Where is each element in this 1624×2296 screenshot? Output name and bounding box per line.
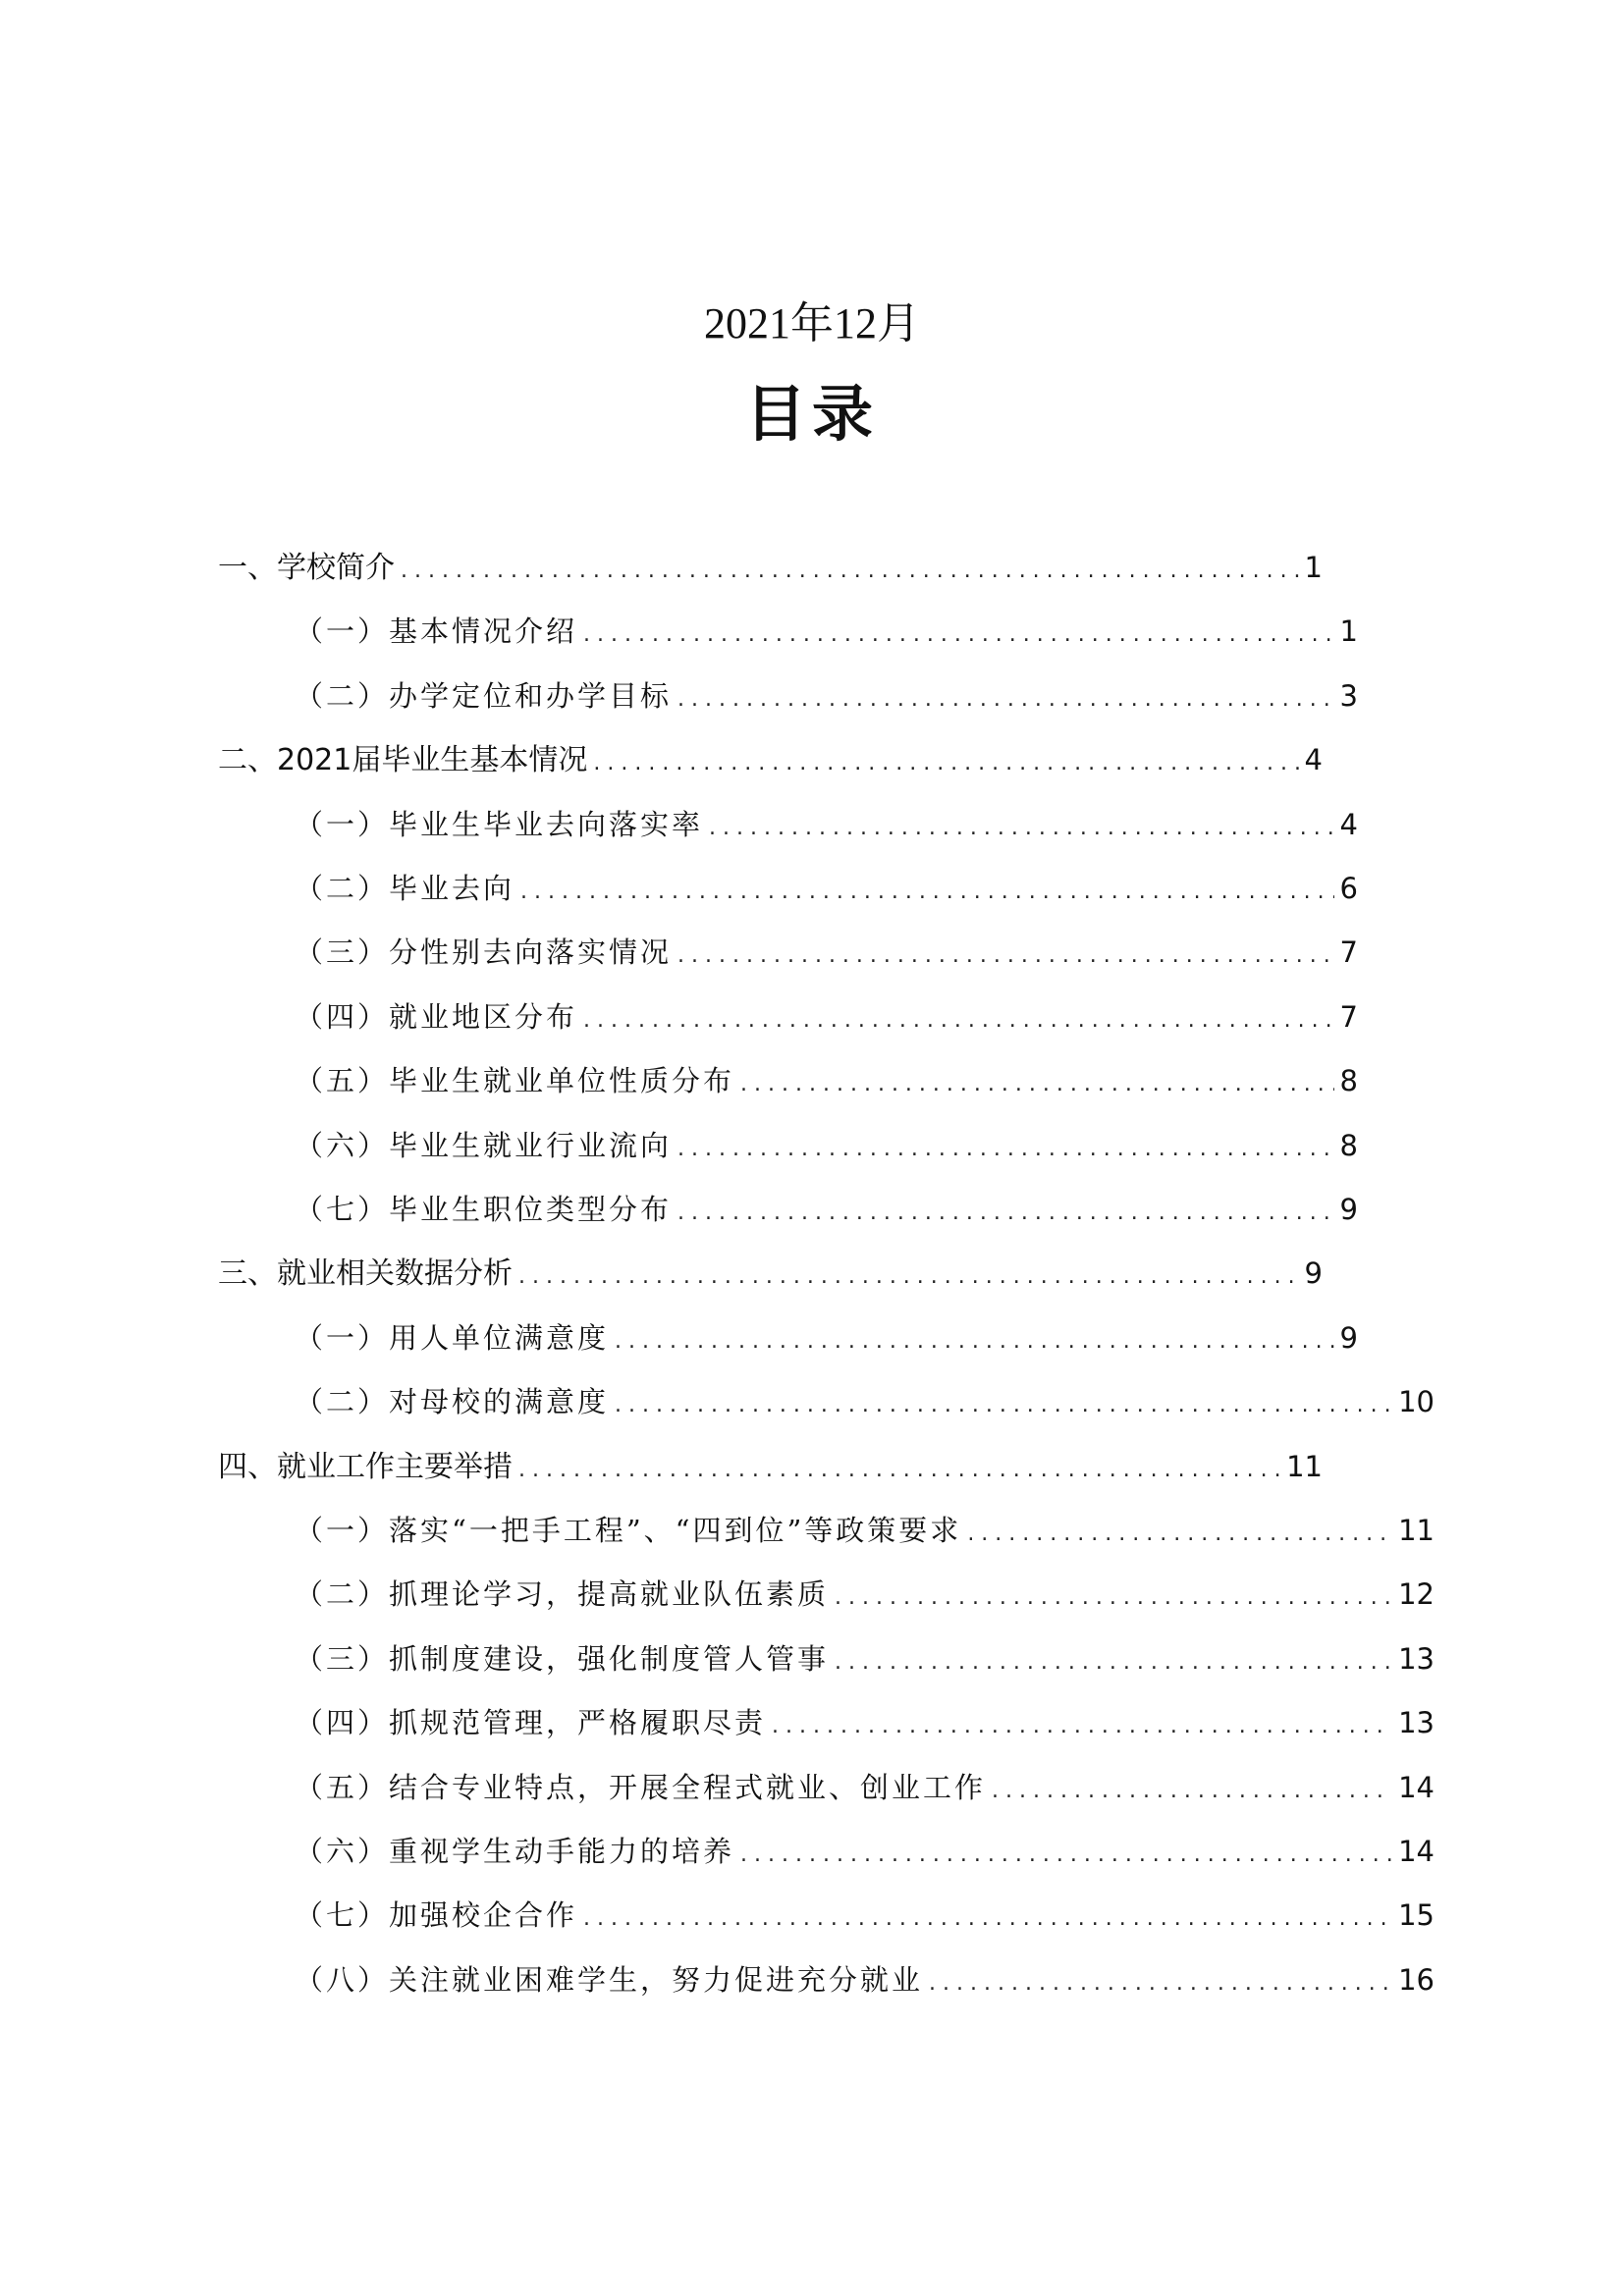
toc-entry-title: （二）抓理论学习，提高就业队伍素质 — [295, 1577, 830, 1612]
toc-page-number: 11 — [1286, 1449, 1323, 1483]
toc-entry-title: （二）办学定位和办学目标 — [295, 678, 673, 713]
toc-page-number: 10 — [1398, 1385, 1435, 1419]
toc-subsection-entry[interactable] — [295, 1636, 1435, 1682]
toc-dot-leader — [677, 934, 1334, 979]
toc-entry-title: （一）毕业生毕业去向落实率 — [295, 807, 704, 841]
toc-page-number: 8 — [1339, 1128, 1358, 1162]
toc-dot-leader — [401, 549, 1299, 594]
toc-page-number: 13 — [1398, 1706, 1435, 1740]
toc-page-number: 7 — [1339, 999, 1358, 1034]
toc-dot-leader — [677, 1127, 1334, 1172]
toc-subsection-entry[interactable] — [295, 1829, 1435, 1874]
toc-subsection-entry[interactable] — [295, 1572, 1435, 1617]
toc-subsection-entry[interactable] — [295, 1765, 1435, 1810]
toc-dot-leader — [677, 1191, 1334, 1236]
toc-entry-title: （六）重视学生动手能力的培养 — [295, 1835, 735, 1868]
toc-subsection-entry[interactable] — [295, 802, 1358, 847]
toc-page-number: 1 — [1304, 551, 1323, 584]
toc-subsection-entry[interactable] — [295, 930, 1358, 975]
toc-page-number: 16 — [1398, 1962, 1435, 1997]
toc-entry-title: （八）关注就业困难学生，努力促进充分就业 — [295, 1962, 924, 1997]
toc-entry-title: （五）毕业生就业单位性质分布 — [295, 1064, 735, 1098]
toc-section-entry[interactable] — [218, 1444, 1323, 1489]
toc-entry-title: （四）就业地区分布 — [295, 999, 578, 1034]
toc-page-number: 9 — [1339, 1193, 1358, 1226]
toc-page-number: 4 — [1339, 807, 1358, 841]
toc-entry-title: （二）对母校的满意度 — [295, 1385, 610, 1419]
toc-entry-title: （一）基本情况介绍 — [295, 614, 578, 649]
toc-entry-title: （三）抓制度建设，强化制度管人管事 — [295, 1641, 830, 1676]
toc-page-number: 14 — [1398, 1835, 1435, 1868]
toc-subsection-entry[interactable] — [295, 673, 1358, 719]
toc-dot-leader — [740, 1062, 1334, 1107]
toc-page-number: 9 — [1339, 1320, 1358, 1355]
toc-dot-leader — [583, 613, 1334, 658]
toc-entry-title: 二、2021届毕业生基本情况 — [218, 743, 588, 778]
toc-dot-leader — [615, 1383, 1392, 1428]
toc-page-number: 4 — [1304, 743, 1323, 777]
toc-page-number: 1 — [1339, 614, 1358, 649]
toc-page-number: 11 — [1398, 1514, 1435, 1547]
toc-subsection-entry[interactable] — [295, 1187, 1358, 1232]
toc-dot-leader — [740, 1833, 1392, 1878]
toc-section-entry[interactable] — [218, 737, 1323, 782]
toc-entry-title: （三）分性别去向落实情况 — [295, 935, 673, 970]
toc-subsection-entry[interactable] — [295, 1379, 1435, 1424]
toc-dot-leader — [709, 806, 1334, 851]
toc-entry-title: 一、学校简介 — [218, 551, 395, 585]
toc-subsection-entry[interactable] — [295, 866, 1358, 911]
toc-subsection-entry[interactable] — [295, 1058, 1358, 1103]
toc-entry-title: （一）落实“一把手工程”、“四到位”等政策要求 — [295, 1514, 962, 1547]
toc-dot-leader — [992, 1769, 1392, 1814]
toc-dot-leader — [615, 1319, 1334, 1364]
toc-page-number: 15 — [1398, 1898, 1435, 1933]
toc-section-entry[interactable] — [218, 1251, 1323, 1296]
toc-dot-leader — [929, 1961, 1392, 2006]
toc-page-number: 8 — [1339, 1064, 1358, 1098]
document-date: 2021年12月 — [704, 299, 920, 347]
toc-page-number: 3 — [1339, 678, 1358, 713]
toc-dot-leader — [583, 1896, 1392, 1942]
toc-page-number: 7 — [1339, 935, 1358, 970]
toc-entry-title: （六）毕业生就业行业流向 — [295, 1128, 673, 1162]
toc-entry-title: （一）用人单位满意度 — [295, 1320, 610, 1355]
toc-section-entry[interactable] — [218, 545, 1323, 590]
toc-dot-leader — [835, 1640, 1392, 1685]
toc-page-number: 6 — [1339, 872, 1358, 905]
toc-subsection-entry[interactable] — [295, 1893, 1435, 1938]
toc-subsection-entry[interactable] — [295, 1957, 1435, 2002]
toc-page-number: 14 — [1398, 1770, 1435, 1804]
toc-page-number: 13 — [1398, 1641, 1435, 1676]
toc-entry-title: （五）结合专业特点，开展全程式就业、创业工作 — [295, 1770, 987, 1804]
toc-page-number: 9 — [1304, 1256, 1323, 1291]
toc-subsection-entry[interactable] — [295, 1700, 1435, 1745]
toc-dot-leader — [518, 1255, 1299, 1300]
toc-dot-leader — [772, 1704, 1392, 1749]
toc-dot-leader — [518, 1448, 1280, 1493]
toc-entry-title: （七）毕业生职位类型分布 — [295, 1193, 673, 1226]
toc-page-number: 12 — [1398, 1577, 1435, 1612]
toc-entry-title: （四）抓规范管理，严格履职尽责 — [295, 1706, 767, 1740]
toc-subsection-entry[interactable] — [295, 609, 1358, 654]
toc-entry-title: 三、就业相关数据分析 — [218, 1256, 513, 1292]
toc-subsection-entry[interactable] — [295, 1123, 1358, 1168]
toc-dot-leader — [520, 870, 1334, 915]
toc-dot-leader — [835, 1575, 1392, 1621]
toc-subsection-entry[interactable] — [295, 1315, 1358, 1361]
toc-dot-leader — [967, 1512, 1392, 1557]
page-title: 目录 — [744, 378, 879, 450]
toc-subsection-entry[interactable] — [295, 1508, 1435, 1553]
toc-subsection-entry[interactable] — [295, 994, 1358, 1040]
toc-dot-leader — [583, 998, 1334, 1043]
toc-dot-leader — [593, 741, 1298, 786]
toc-entry-title: （二）毕业去向 — [295, 872, 515, 905]
toc-dot-leader — [677, 677, 1334, 722]
toc-entry-title: （七）加强校企合作 — [295, 1898, 578, 1933]
toc-entry-title: 四、就业工作主要举措 — [218, 1449, 513, 1484]
